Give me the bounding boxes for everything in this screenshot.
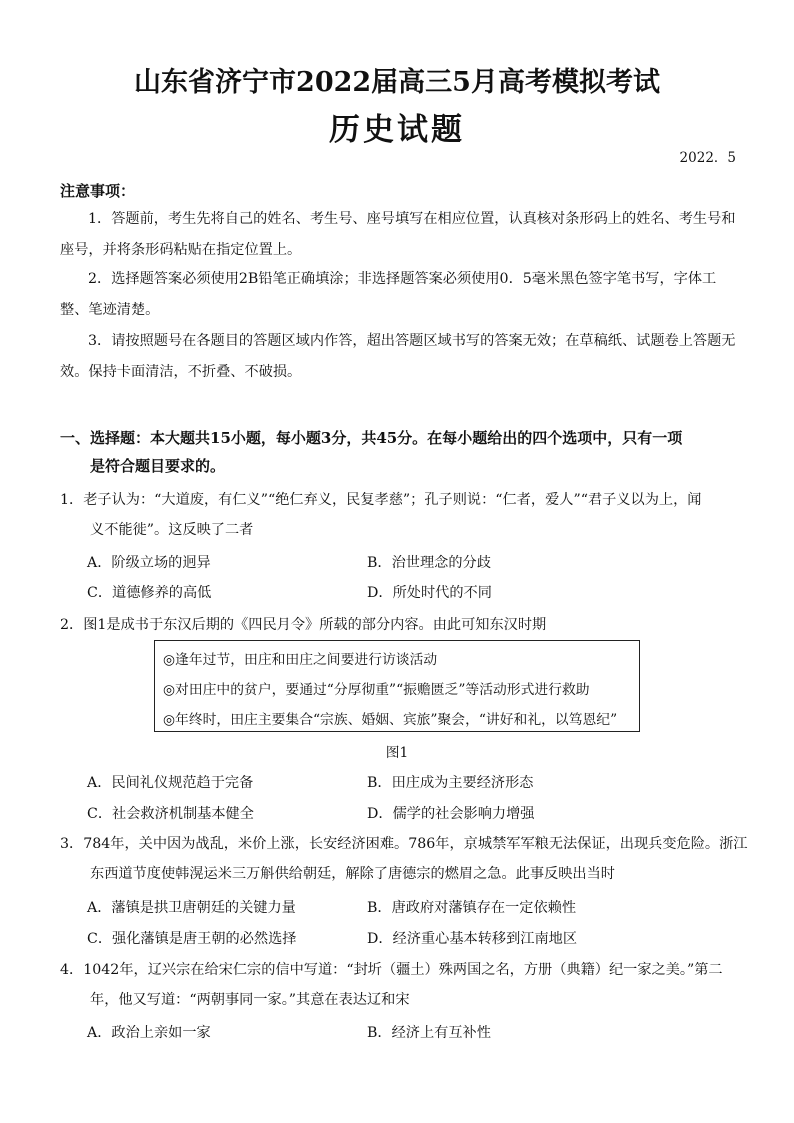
question-1-line1: 1．老子认为：“大道废，有仁义”“绝仁弃义，民复孝慈”；孔子则说：“仁者，爱人”“君子义以为上，闻 [60, 492, 702, 508]
figure-1-caption: 图1 [385, 745, 409, 761]
figure-1-line-2: ◎对田庄中的贫户，要通过“分厚彻重”“振赡匮乏”等活动形式进行救助 [163, 682, 590, 698]
exam-subtitle: 历史试题 [329, 112, 465, 148]
question-4-line2: 年，他又写道：“两朝事同一家。”其意在表达辽和宋 [90, 992, 410, 1008]
section-heading [60, 424, 750, 480]
question-1-option-a[interactable]: A．阶级立场的迥异 [87, 555, 211, 571]
figure-1-line-1: ◎逢年过节，田庄和田庄之间要进行访谈活动 [163, 652, 438, 668]
question-2-option-a[interactable]: A．民间礼仪规范趋于完备 [87, 775, 254, 791]
question-3-line1: 3．784年，关中因为战乱，米价上涨，长安经济困难。786年，京城禁军军粮无法保证，出现兵变危险。浙江 [60, 836, 748, 852]
exam-title: 山东省济宁市2022届高三5月高考模拟考试 [134, 67, 660, 98]
question-1-option-b[interactable]: B．治世理念的分歧 [367, 555, 491, 571]
question-1-line2: 义不能徙”。这反映了二者 [90, 522, 254, 538]
question-2-stem [60, 610, 750, 640]
question-4-stem [60, 955, 750, 1015]
figure-1-line-3: ◎年终时，田庄主要集合“宗族、婚姻、宾旅”聚会，“讲好和礼，以笃恩纪” [163, 712, 618, 728]
figure-1-box [154, 640, 640, 732]
question-3-stem [60, 829, 750, 889]
question-2-option-d[interactable]: D．儒学的社会影响力增强 [367, 806, 535, 822]
question-2-line1: 2．图1是成书于东汉后期的《四民月令》所载的部分内容。由此可知东汉时期 [60, 617, 547, 633]
question-1-stem [60, 485, 750, 545]
question-3-line2: 东西道节度使韩滉运米三万斛供给朝廷，解除了唐德宗的燃眉之急。此事反映出当时 [90, 866, 615, 882]
question-3-option-d[interactable]: D．经济重心基本转移到江南地区 [367, 931, 578, 947]
question-1-option-d[interactable]: D．所处时代的不同 [367, 585, 492, 601]
notice-heading: 注意事项： [60, 182, 136, 200]
section-heading-line2: 是符合题目要求的。 [90, 457, 226, 475]
question-4-option-a[interactable]: A．政治上亲如一家 [87, 1025, 211, 1041]
question-4-line1: 4．1042年，辽兴宗在给宋仁宗的信中写道：“封圻（疆土）殊两国之名，方册（典籍）纪一家之美。”第二 [60, 962, 723, 978]
question-3-option-a[interactable]: A．藩镇是拱卫唐朝廷的关键力量 [87, 900, 296, 916]
notice-item-2: 2．选择题答案必须使用2B铅笔正确填涂；非选择题答案必须使用0．5毫米黑色签字笔书写，字体工整、笔迹清楚。 [60, 271, 717, 318]
question-3-option-c[interactable]: C．强化藩镇是唐王朝的必然选择 [87, 931, 297, 947]
notice-item-1: 1．答题前，考生先将自己的姓名、考生号、座号填写在相应位置，认真核对条形码上的姓名、考生号和座号，并将条形码粘贴在指定位置上。 [60, 211, 736, 258]
section-heading-line1: 一、选择题：本大题共15小题，每小题3分，共45分。在每小题给出的四个选项中，只有一项 [60, 429, 683, 447]
question-1-option-c[interactable]: C．道德修养的高低 [87, 585, 212, 601]
notice-item-3: 3．请按照题号在各题目的答题区域内作答，超出答题区域书写的答案无效；在草稿纸、试题卷上答题无效。保持卡面清洁，不折叠、不破损。 [60, 333, 736, 380]
question-3-option-b[interactable]: B．唐政府对藩镇存在一定依赖性 [367, 900, 577, 916]
question-2-option-b[interactable]: B．田庄成为主要经济形态 [367, 775, 534, 791]
question-4-option-b[interactable]: B．经济上有互补性 [367, 1025, 491, 1041]
question-2-option-c[interactable]: C．社会救济机制基本健全 [87, 806, 254, 822]
exam-date: 2022．5 [679, 150, 736, 166]
